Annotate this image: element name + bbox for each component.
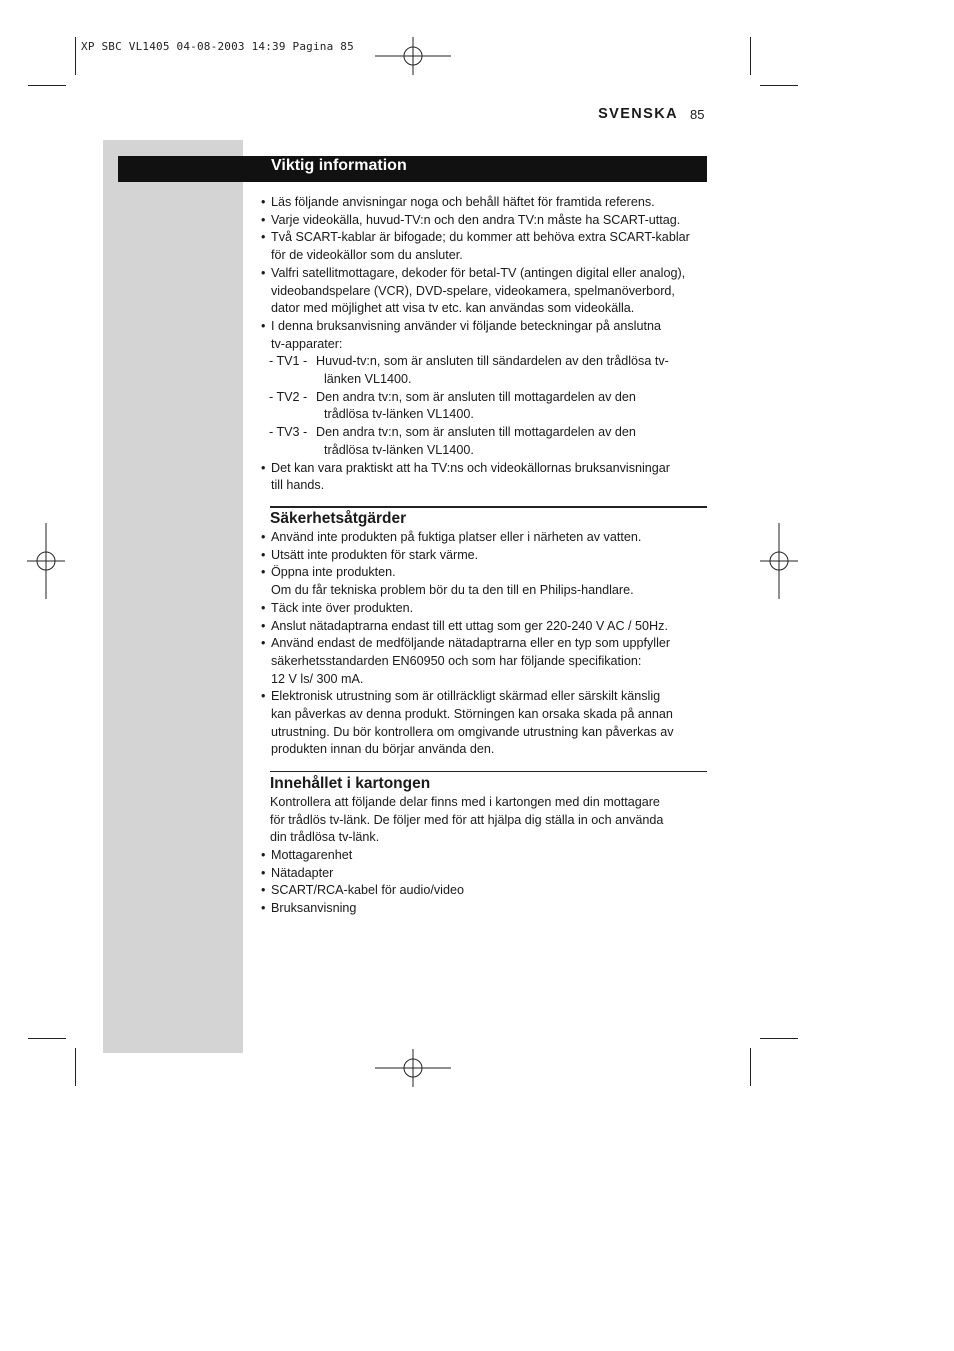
list-item: • Använd endast de medföljande nätadaptrarna eller en typ som uppfyller säkerhetsstandarden EN60950 och som har följande specifikation: 12 V ls/ 300 mA.: [261, 635, 707, 688]
list-item: • Två SCART-kablar är bifogade; du kommer att behöva extra SCART-kablar för de videokällor som du ansluter.: [261, 229, 707, 264]
registration-mark-left: [27, 523, 65, 599]
list-item: • Anslut nätadaptrarna endast till ett uttag som ger 220-240 V AC / 50Hz.: [261, 618, 707, 636]
list-item: • Nätadapter: [261, 865, 707, 883]
crop-mark: [760, 1038, 798, 1039]
bullet-list: [261, 847, 707, 918]
section-divider: [270, 771, 707, 772]
crop-mark: [28, 1038, 66, 1039]
section-title-innehallet-i-kartongen: Innehållet i kartongen: [270, 775, 431, 792]
crop-mark: [75, 37, 76, 75]
list-item: • Det kan vara praktiskt att ha TV:ns och videokällornas bruksanvisningar till hands.: [261, 460, 707, 495]
page-number: 85: [690, 107, 705, 122]
crop-mark: [760, 85, 798, 86]
list-item: • Utsätt inte produkten för stark värme.: [261, 547, 707, 565]
language-label: SVENSKA: [598, 106, 678, 122]
list-item: • Öppna inte produkten. Om du får tekniska problem bör du ta den till en Philips-handlare.: [261, 564, 707, 599]
bullet-list: [261, 194, 707, 353]
section-intro-paragraph: Kontrollera att följande delar finns med i kartongen med din mottagare för trådlös tv-länk. De följer med för att hjälpa dig ställa in och använda din trådlösa tv-länk.: [270, 795, 664, 845]
bullet-list: [261, 529, 707, 759]
list-item: • Täck inte över produkten.: [261, 600, 707, 618]
crop-mark: [28, 85, 66, 86]
section-title-sakerhetsatgarder: Säkerhetsåtgärder: [270, 510, 407, 527]
list-item: • Bruksanvisning: [261, 900, 707, 918]
section-innehallet-i-kartongen: [261, 847, 707, 918]
list-item: • Varje videokälla, huvud-TV:n och den andra TV:n måste ha SCART-uttag.: [261, 212, 707, 230]
list-item: • Valfri satellitmottagare, dekoder för betal-TV (antingen digital eller analog), videobandspelare (VCR), DVD-spelare, videokamera, spelmanöverbord, dator med möjlighet att visa tv etc. kan användas som videokälla.: [261, 265, 707, 318]
bullet-list: [261, 460, 707, 495]
tv-designation-item: - TV3 - Den andra tv:n, som är ansluten till mottagardelen av den trådlösa tv-länken VL1400.: [269, 425, 636, 457]
registration-mark-right: [760, 523, 798, 599]
section-viktig-information: [261, 194, 707, 495]
crop-mark: [750, 1048, 751, 1086]
registration-mark-bottom: [375, 1049, 451, 1087]
crop-mark: [750, 37, 751, 75]
tv-designation-item: - TV1 - Huvud-tv:n, som är ansluten till sändardelen av den trådlösa tv- länken VL1400.: [269, 354, 669, 387]
print-slug-line: XP SBC VL1405 04-08-2003 14:39 Pagina 85: [81, 40, 354, 53]
section-title-viktig-information: Viktig information: [271, 157, 407, 174]
gray-margin-band: [103, 140, 243, 1053]
list-item: • Elektronisk utrustning som är otillräckligt skärmad eller särskilt känslig kan påverkas av denna produkt. Störningen kan orsaka skada på annan utrustning. Du bör kontrollera om omgivande utrustning kan påverkas av produkten innan du börjar använda den.: [261, 688, 707, 759]
tv-designation-item: - TV2 - Den andra tv:n, som är ansluten till mottagardelen av den trådlösa tv-länken VL1400.: [269, 389, 636, 422]
list-item: • Läs följande anvisningar noga och behåll häftet för framtida referens.: [261, 194, 707, 212]
list-item: • Använd inte produkten på fuktiga platser eller i närheten av vatten.: [261, 529, 707, 547]
section-divider: [270, 506, 707, 508]
list-item: • SCART/RCA-kabel för audio/video: [261, 882, 707, 900]
section-sakerhetsatgarder: [261, 529, 707, 759]
registration-mark-top: [375, 37, 451, 75]
tv-designation-list: [261, 353, 707, 459]
list-item: • Mottagarenhet: [261, 847, 707, 865]
list-item: • I denna bruksanvisning använder vi följande beteckningar på anslutna tv-apparater:: [261, 318, 707, 353]
section-title-bar: [118, 156, 707, 182]
crop-mark: [75, 1048, 76, 1086]
